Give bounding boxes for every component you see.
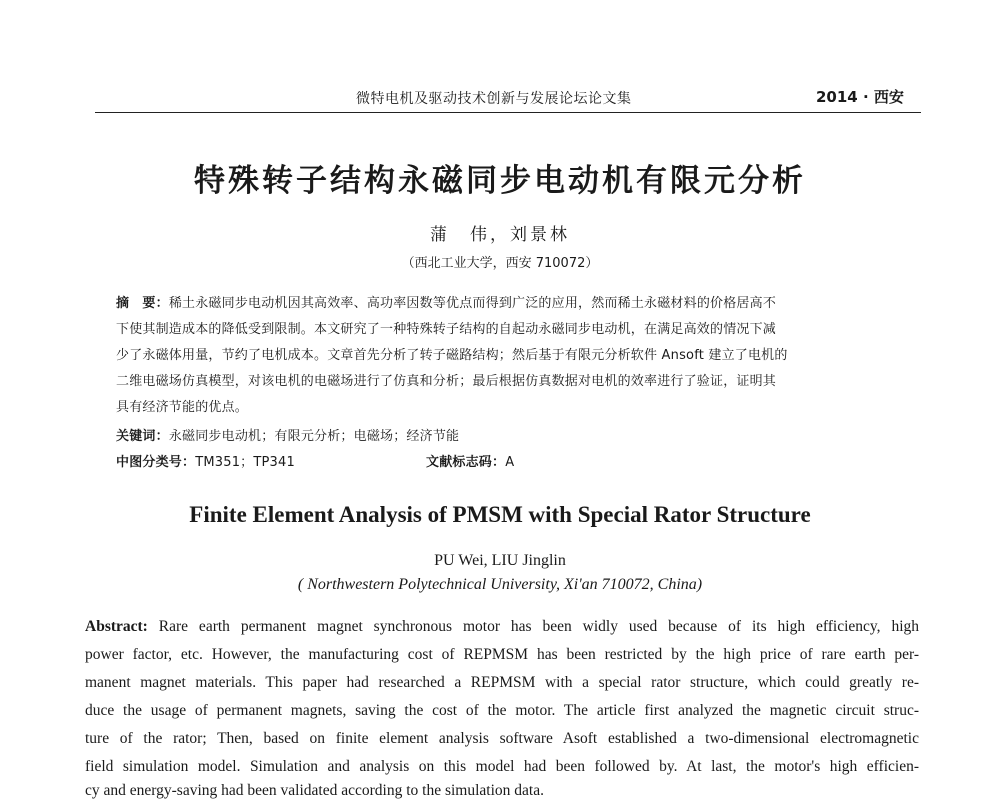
cn-paper-title: 特殊转子结构永磁同步电动机有限元分析 xyxy=(194,163,806,199)
en-abstract-line: manent magnet materials. This paper had researched a REPMSM with a special rator structure, which could greatly re- xyxy=(85,674,919,691)
en-abstract-line: ture of the rator; Then, based on finite element analysis software Asoft established a two-dimensional electromagnetic xyxy=(85,730,919,747)
cn-abstract-line: 二维电磁场仿真模型，对该电机的电磁场进行了仿真和分析；最后根据仿真数据对电机的效率进行了验证，证明其 xyxy=(116,374,777,389)
cn-abstract-text: 稀土永磁同步电动机因其高效率、高功率因数等优点而得到广泛的应用，然而稀土永磁材料的价格居高不 xyxy=(168,296,777,311)
cn-clc-text: TM351；TP341 xyxy=(195,455,295,470)
cn-clc-label: 中图分类号： xyxy=(116,455,196,470)
en-authors: PU Wei, LIU Jinglin xyxy=(434,552,566,569)
en-abstract-line xyxy=(85,618,919,636)
en-abstract-line: duce the usage of permanent magnets, saving the cost of the motor. The article first analyzed the magnetic circuit struc- xyxy=(85,702,919,719)
cn-abstract-line: 下使其制造成本的降低受到限制。本文研究了一种特殊转子结构的自起动永磁同步电动机，在满足高效的情况下减 xyxy=(116,322,777,337)
cn-abstract-line: 具有经济节能的优点。 xyxy=(116,400,249,415)
running-header-year-place: 2014 · 西安 xyxy=(816,88,904,106)
cn-abstract-line xyxy=(116,292,776,311)
cn-keywords-text: 永磁同步电动机；有限元分析；电磁场；经济节能 xyxy=(168,429,460,444)
cn-doc-code xyxy=(426,451,514,470)
cn-doc-code-label: 文献标志码： xyxy=(426,455,506,470)
cn-keywords xyxy=(116,425,459,444)
cn-doc-code-text: A xyxy=(505,455,515,470)
en-affiliation: ( Northwestern Polytechnical University, Xi'an 710072, China) xyxy=(297,576,703,593)
header-rule xyxy=(95,112,921,113)
running-header-proceedings: 微特电机及驱动技术创新与发展论坛论文集 xyxy=(356,91,632,107)
en-paper-title: Finite Element Analysis of PMSM with Special Rator Structure xyxy=(189,502,811,527)
en-abstract-line: cy and energy-saving had been validated according to the simulation data. xyxy=(85,782,544,799)
cn-affiliation: （西北工业大学，西安 710072） xyxy=(401,256,599,271)
en-abstract-line: power factor, etc. However, the manufacturing cost of REPMSM has been restricted by the high price of rare earth per- xyxy=(85,646,919,663)
cn-keywords-label: 关键词： xyxy=(116,429,169,444)
cn-abstract-line: 少了永磁体用量，节约了电机成本。文章首先分析了转子磁路结构；然后基于有限元分析软件 Ansoft 建立了电机的 xyxy=(116,348,788,363)
cn-abstract-label: 摘 要： xyxy=(116,296,169,311)
en-abstract-line: field simulation model. Simulation and analysis on this model had been followed by. At last, the motor's high efficien- xyxy=(85,758,919,775)
cn-authors: 蒲 伟，刘景林 xyxy=(430,225,570,245)
en-abstract-text: Rare earth permanent magnet synchronous motor has been widly used because of its high efficiency, high xyxy=(158,618,920,635)
cn-clc xyxy=(116,451,295,470)
en-abstract-label: Abstract: xyxy=(85,618,148,635)
